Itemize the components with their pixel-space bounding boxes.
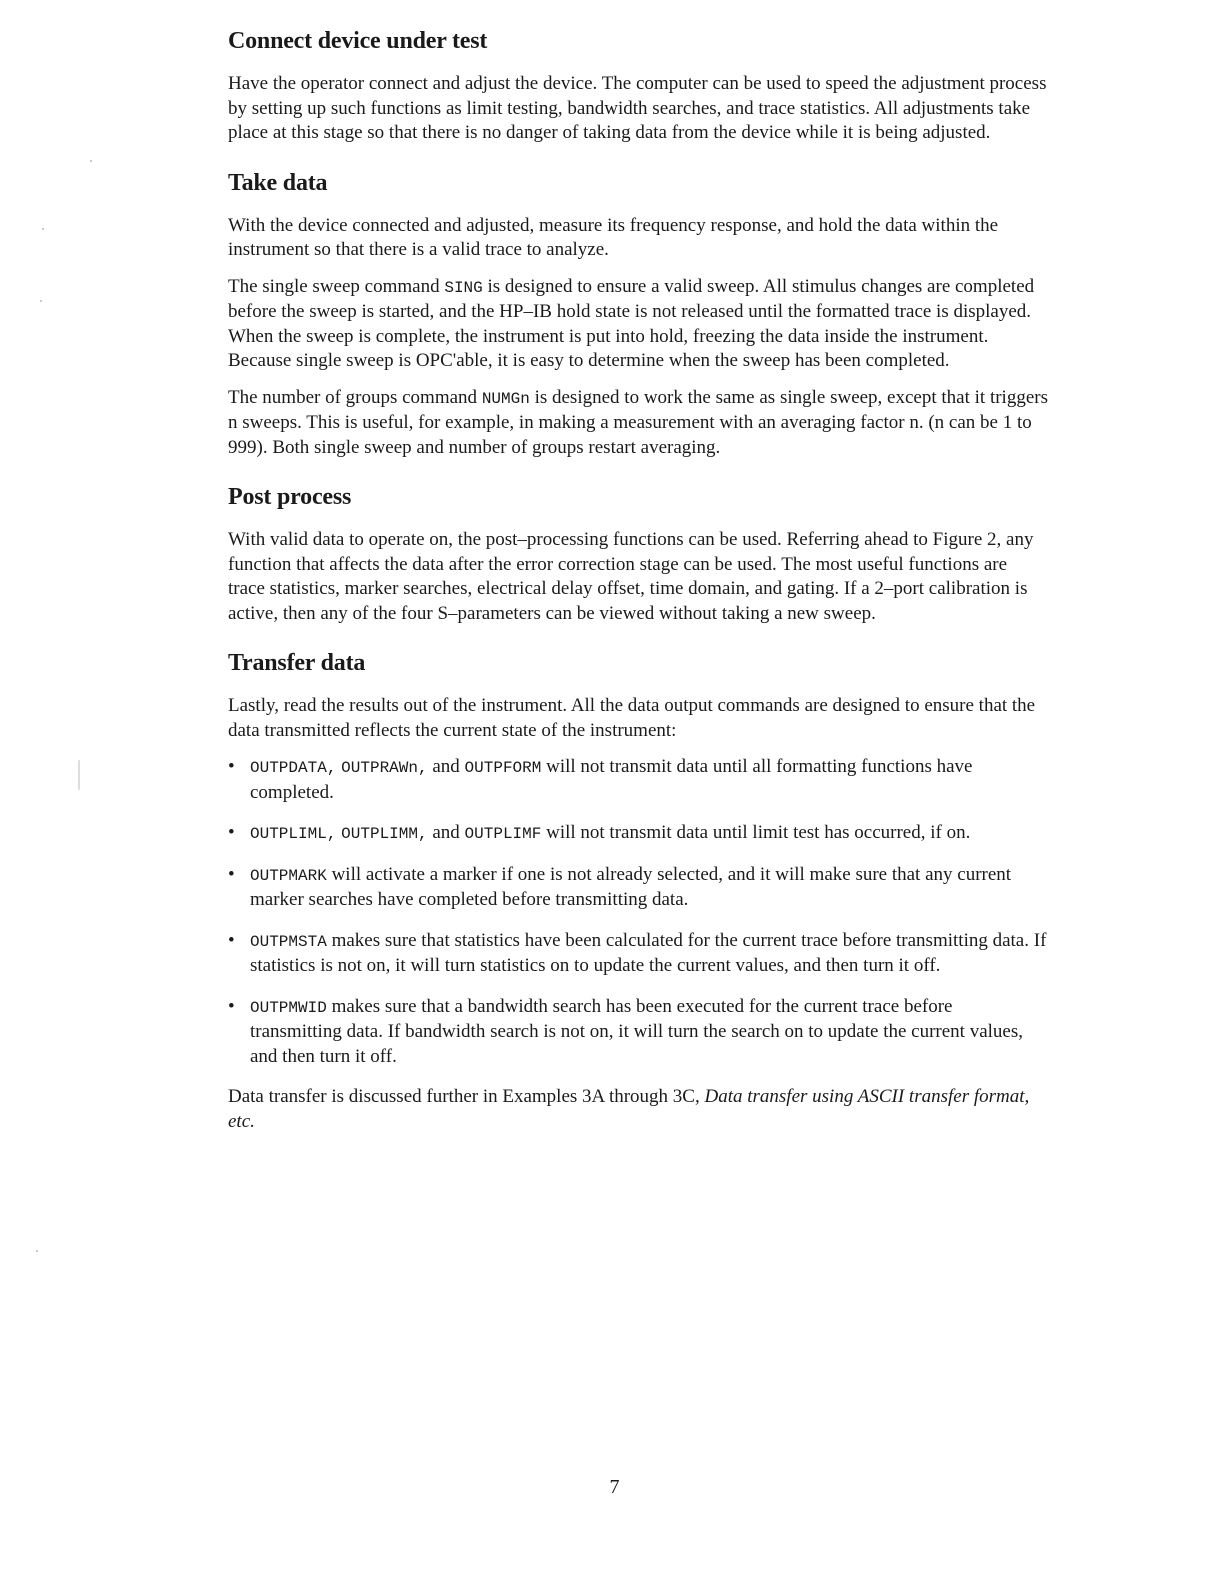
section-heading: Transfer data	[228, 650, 366, 676]
section-post-process	[228, 482, 1048, 626]
list-item	[228, 821, 1048, 847]
item-text: will activate a marker if one is not already selected, and it will make sure that any current marker searches have completed before transmitting data.	[250, 863, 1012, 910]
paragraph-number-of-groups	[228, 386, 1048, 461]
item-text: will not transmit data until all formatting functions have completed.	[250, 756, 973, 803]
item-text: makes sure that a bandwidth search has been executed for the current trace before transmitting data. If bandwidth search is not on, it will turn the search on to update the current values, and then turn it off.	[250, 995, 1023, 1067]
text: is designed to work the same as single sweep, except that it triggers n sweeps. This is useful, for example, in making a measurement with an averaging factor n. (n can be 1 to 999). Both single sweep and number of groups restart averaging.	[228, 386, 1048, 458]
italic-reference: Data transfer using ASCII transfer format, etc.	[228, 1086, 1030, 1132]
text: The number of groups command	[228, 386, 482, 408]
paragraph-intro: Lastly, read the results out of the instrument. All the data output commands are designed to ensure that the data transmitted reflects the current state of the instrument:	[228, 695, 1036, 741]
item-text: makes sure that statistics have been calculated for the current trace before transmitting data. If statistics is not on, it will turn statistics on to update the current values, and then turn it off.	[250, 929, 1047, 976]
bullet: •	[228, 863, 235, 885]
command-code: OUTPMSTA	[250, 932, 327, 951]
document-page	[228, 26, 1048, 1156]
output-commands-list	[228, 755, 1048, 1069]
scan-speck	[78, 760, 80, 790]
separator: and	[427, 822, 465, 843]
separator: and	[427, 756, 465, 777]
command-code: OUTPDATA,	[250, 759, 337, 777]
paragraph-closing	[228, 1085, 1048, 1134]
paragraph: With the device connected and adjusted, measure its frequency response, and hold the data within the instrument so that there is a valid trace to analyze.	[228, 214, 999, 260]
page-number: 7	[609, 1476, 620, 1498]
item-text: will not transmit data until limit test has occurred, if on.	[541, 822, 971, 843]
bullet: •	[228, 822, 235, 843]
command-code: OUTPMARK	[250, 866, 327, 885]
command-code: OUTPLIML,	[250, 825, 337, 843]
paragraph: With valid data to operate on, the post–processing functions can be used. Referring ahead to Figure 2, any function that affects the data after the error correction stage can be used. The most useful functions are trace statistics, marker searches, electrical delay offset, time domain, and gating. If a 2–port calibration is active, then any of the four S–parameters can be viewed without taking a new sweep.	[228, 529, 1034, 624]
list-item	[228, 929, 1048, 979]
command-code: OUTPRAWn,	[341, 759, 428, 777]
bullet: •	[228, 929, 235, 951]
section-connect-device	[228, 26, 1048, 146]
list-item	[228, 863, 1048, 913]
text: is designed to ensure a valid sweep. All stimulus changes are completed before the sweep is started, and the HP–IB hold state is not released until the formatted trace is displayed. When the sweep is complete, the instrument is put into hold, freezing the data inside the instrument. Because single sweep is OPC'able, it is easy to determine when the sweep has been completed.	[228, 275, 1035, 371]
section-heading: Connect device under test	[228, 28, 488, 54]
paragraph-single-sweep	[228, 275, 1048, 374]
section-heading: Take data	[228, 169, 328, 196]
text: The single sweep command	[228, 275, 445, 297]
bullet: •	[228, 995, 235, 1017]
scan-speck	[40, 300, 42, 302]
scan-speck	[42, 228, 44, 230]
command-code: SING	[444, 278, 483, 297]
section-take-data	[228, 168, 1048, 461]
command-code: OUTPFORM	[464, 759, 542, 777]
scan-speck	[36, 1250, 38, 1252]
section-transfer-data	[228, 648, 1048, 1134]
section-heading: Post process	[228, 484, 352, 510]
command-code: OUTPMWID	[250, 998, 327, 1017]
list-item	[228, 995, 1048, 1070]
scan-speck	[90, 160, 92, 162]
text: Data transfer is discussed further in Examples 3A through 3C,	[228, 1086, 705, 1107]
command-code: OUTPLIMM,	[341, 825, 428, 843]
list-item	[228, 755, 1048, 805]
bullet: •	[228, 756, 235, 777]
command-code: OUTPLIMF	[464, 825, 542, 843]
command-code: NUMGn	[481, 389, 530, 408]
paragraph: Have the operator connect and adjust the device. The computer can be used to speed the adjustment process by setting up such functions as limit testing, bandwidth searches, and trace statistics. All adjustments take place at this stage so that there is no danger of taking data from the device while it is being adjusted.	[228, 73, 1047, 143]
